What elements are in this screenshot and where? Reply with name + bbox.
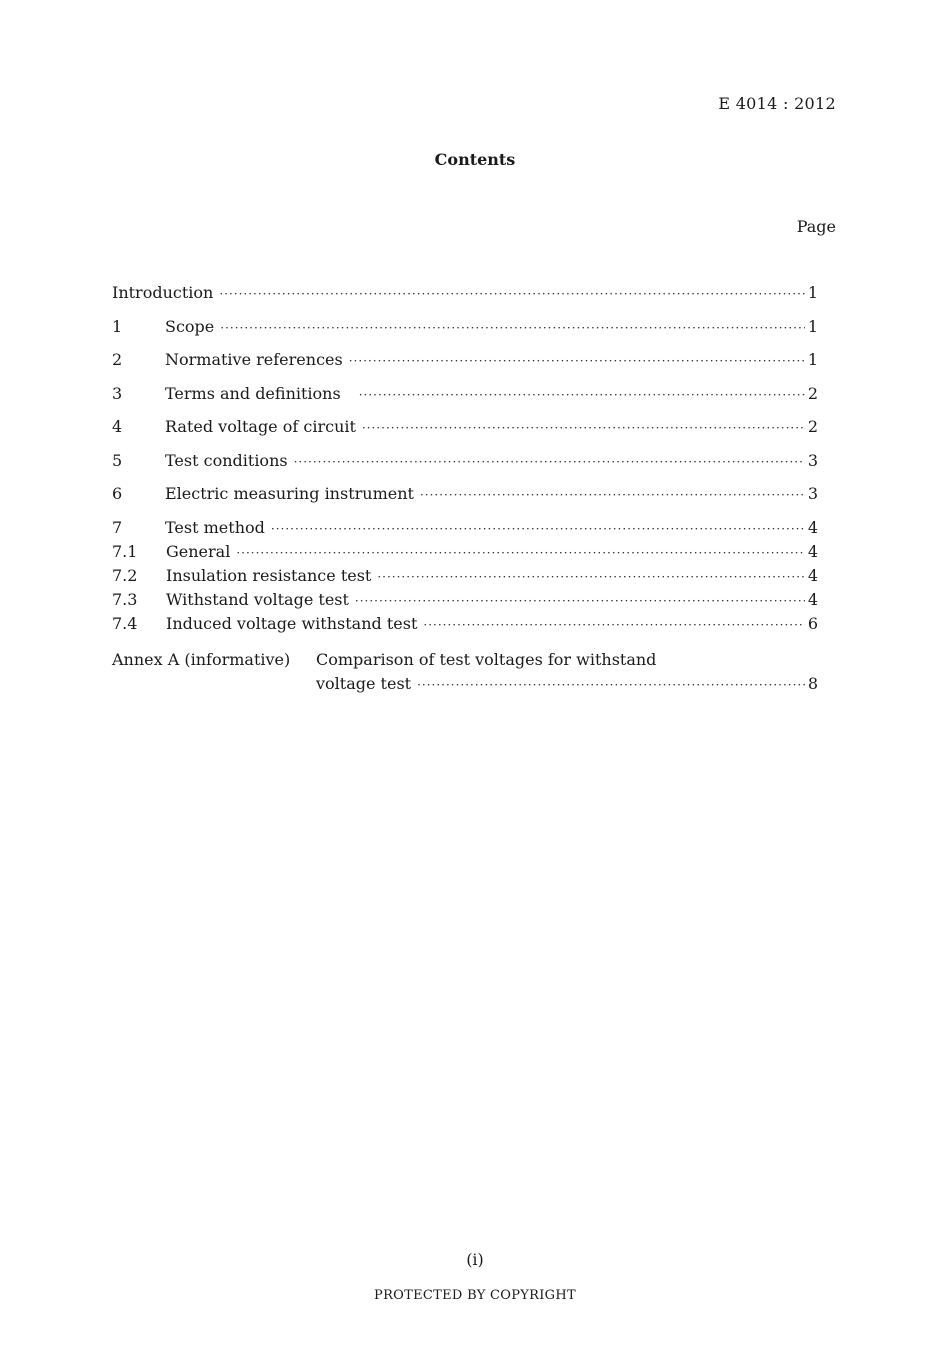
toc-entry-page: 4 <box>807 565 818 585</box>
leader-dots <box>236 543 804 563</box>
toc-entry-page: 3 <box>807 484 818 503</box>
toc-entry-rated-voltage[interactable] <box>112 417 818 441</box>
toc-entry-number: 7.2 <box>112 565 138 585</box>
toc-entry-electric-measuring-instrument[interactable] <box>112 484 818 508</box>
toc-entry-page: 1 <box>807 316 818 336</box>
toc-entry-title: Rated voltage of circuit <box>165 417 356 436</box>
toc-entry-page: 4 <box>807 517 818 537</box>
toc-entry-number: 1 <box>112 316 123 336</box>
leader-dots <box>294 452 805 472</box>
leader-dots <box>359 385 805 405</box>
leader-dots <box>420 485 805 505</box>
toc-entry-introduction[interactable] <box>112 283 818 307</box>
leader-dots <box>362 418 805 438</box>
toc-entry-withstand-voltage-test[interactable] <box>112 590 818 614</box>
toc-entry-page: 4 <box>807 541 818 561</box>
leader-dots <box>355 591 805 611</box>
toc-entry-test-conditions[interactable] <box>112 451 818 475</box>
toc-entry-general[interactable] <box>112 542 818 566</box>
leader-dots <box>220 318 805 338</box>
toc-entry-number: 2 <box>112 350 123 369</box>
toc-entry-title: Introduction <box>112 283 214 302</box>
toc-entry-induced-voltage-withstand-test[interactable] <box>112 614 818 638</box>
toc-entry-number: 7.4 <box>112 613 138 633</box>
toc-entry-insulation-resistance-test[interactable] <box>112 566 818 590</box>
annex-label: Annex A (informative) <box>112 649 291 669</box>
toc-entry-normative-references[interactable] <box>112 350 818 374</box>
toc-entry-title: Normative references <box>165 350 343 369</box>
toc-entry-number: 7.1 <box>112 541 138 561</box>
leader-dots <box>423 615 804 635</box>
toc-entry-title: General <box>166 541 231 561</box>
annex-title-line-2: voltage test <box>316 673 412 693</box>
copyright-notice: PROTECTED BY COPYRIGHT <box>374 1288 576 1303</box>
toc-title: Contents <box>434 150 516 169</box>
annex-title-line-1: Comparison of test voltages for withstand <box>316 649 657 669</box>
toc-entry-page: 8 <box>807 673 818 693</box>
toc-entry-number: 6 <box>112 484 123 503</box>
toc-entry-title: Electric measuring instrument <box>165 484 414 503</box>
toc-entry-title: Induced voltage withstand test <box>166 613 418 633</box>
toc-entry-title: Withstand voltage test <box>166 589 349 609</box>
toc-entry-page: 2 <box>807 383 818 403</box>
leader-dots <box>377 567 804 587</box>
toc-entry-page: 1 <box>807 350 818 369</box>
toc-entry-page: 6 <box>807 613 818 633</box>
toc-entry-title: Test method <box>165 517 265 537</box>
table-of-contents <box>112 283 818 696</box>
page-column-heading: Page <box>796 217 836 236</box>
toc-entry-page: 2 <box>807 417 818 436</box>
toc-entry-scope[interactable] <box>112 317 818 341</box>
toc-entry-test-method[interactable] <box>112 518 818 542</box>
toc-entry-terms-and-definitions[interactable] <box>112 384 818 408</box>
leader-dots <box>349 351 805 371</box>
leader-dots <box>417 673 805 697</box>
toc-entry-title: Terms and definitions <box>165 383 341 403</box>
leader-dots <box>219 284 804 304</box>
toc-entry-page: 3 <box>807 450 818 470</box>
toc-entry-page: 4 <box>807 589 818 609</box>
toc-entry-title: Scope <box>165 316 215 336</box>
toc-entry-title: Test conditions <box>165 450 288 470</box>
leader-dots <box>271 519 805 539</box>
toc-entry-number: 7 <box>112 517 123 537</box>
toc-entry-number: 5 <box>112 450 123 470</box>
toc-entry-number: 4 <box>112 417 123 436</box>
toc-entry-number: 7.3 <box>112 589 138 609</box>
toc-entry-title: Insulation resistance test <box>166 565 372 585</box>
toc-entry-annex-a[interactable] <box>112 648 818 696</box>
toc-entry-page: 1 <box>807 283 818 302</box>
toc-entry-number: 3 <box>112 383 123 403</box>
standard-number: E 4014 : 2012 <box>718 94 836 113</box>
footer-page-number: (i) <box>466 1250 484 1269</box>
